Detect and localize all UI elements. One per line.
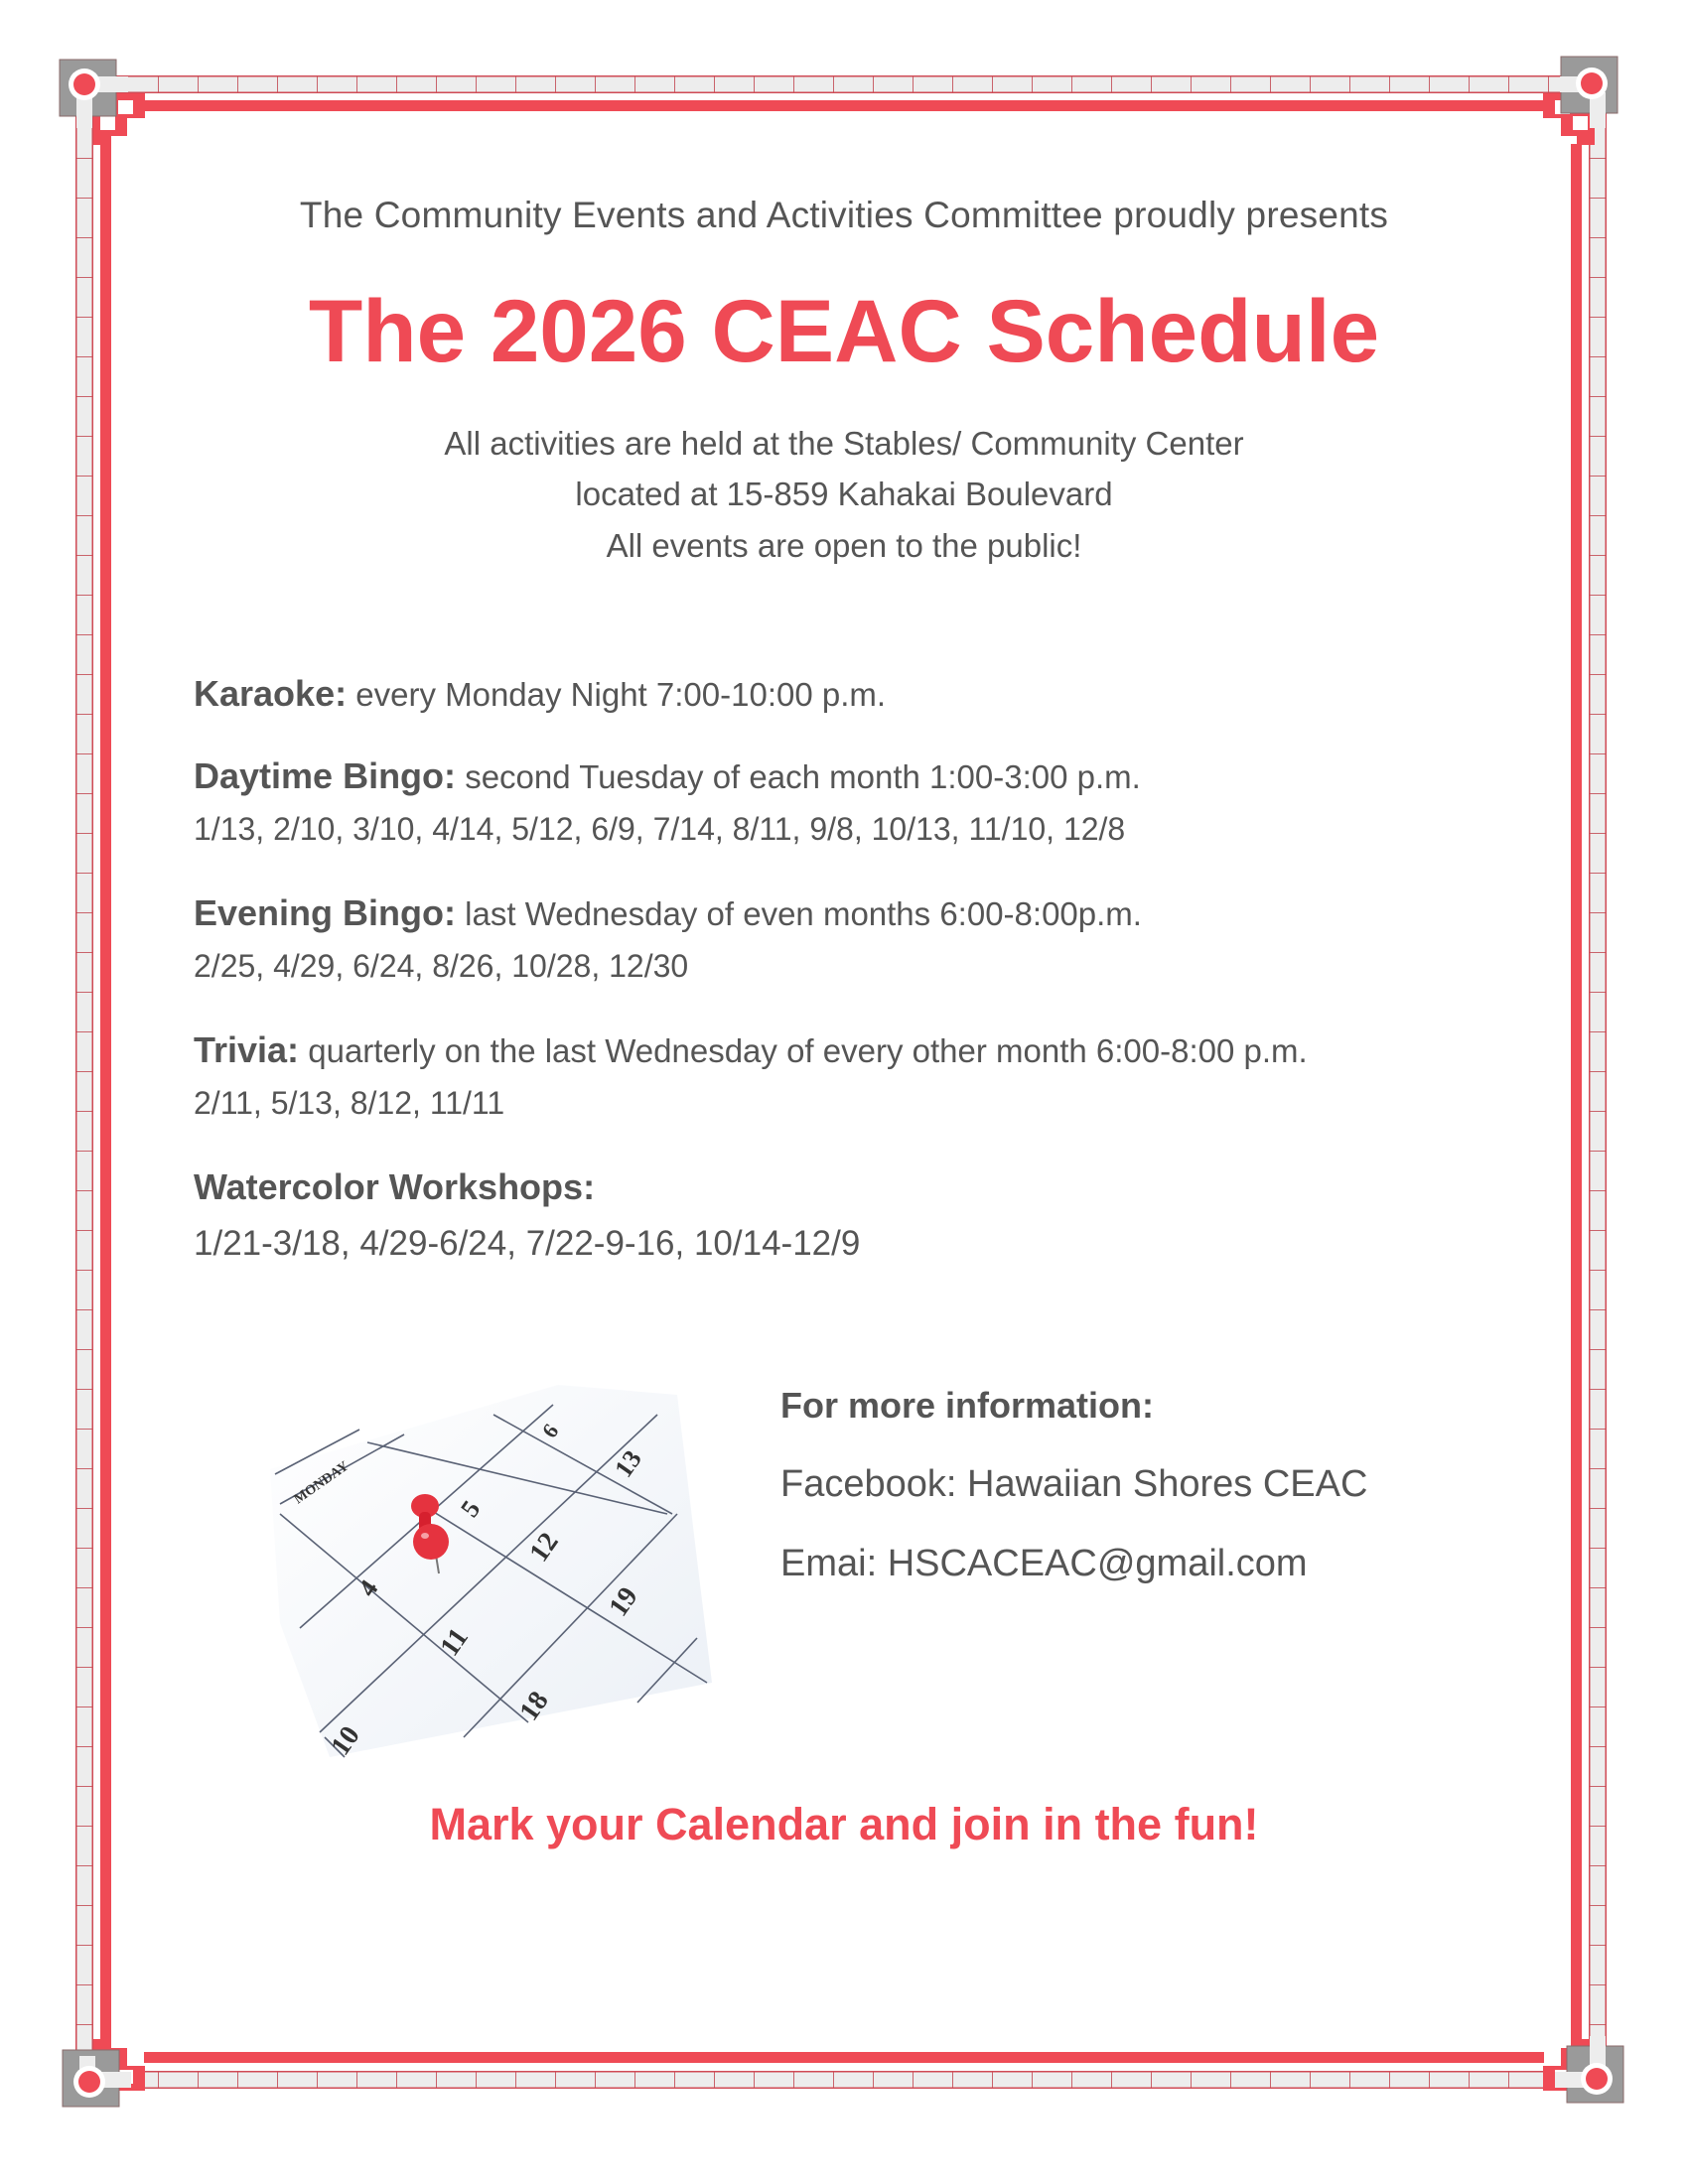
- schedule-watercolor: [194, 1166, 595, 1208]
- calendar-number: 11: [434, 1622, 475, 1663]
- schedule-label: Daytime Bingo:: [194, 755, 457, 796]
- location-line-3: All events are open to the public!: [606, 527, 1082, 564]
- corner-top-left: [60, 60, 145, 145]
- page-title: The 2026 CEAC Schedule: [308, 281, 1380, 380]
- schedule-description: last Wednesday of even months 6:00-8:00p.m.: [465, 895, 1142, 932]
- calendar-number: 19: [603, 1581, 644, 1623]
- contact-facebook[interactable]: Facebook: Hawaiian Shores CEAC: [780, 1463, 1368, 1505]
- calendar-number: 6: [536, 1419, 564, 1442]
- schedule-label: Watercolor Workshops:: [194, 1166, 596, 1207]
- schedule-description: second Tuesday of each month 1:00-3:00 p.m.: [465, 758, 1141, 795]
- calendar-day-label: MONDAY: [291, 1458, 352, 1508]
- calendar-pushpin-icon: [260, 1375, 717, 1772]
- schedule-label: Karaoke:: [194, 673, 348, 714]
- schedule-description: every Monday Night 7:00-10:00 p.m.: [355, 676, 887, 713]
- border-top: [99, 75, 1589, 111]
- intro-line: The Community Events and Activities Committee proudly presents: [299, 195, 1389, 235]
- schedule-dates-evening-bingo: 2/25, 4/29, 6/24, 8/26, 10/28, 12/30: [194, 948, 689, 984]
- schedule-label: Evening Bingo:: [194, 892, 456, 933]
- calendar-number: 5: [455, 1495, 487, 1523]
- schedule-dates-trivia: 2/11, 5/13, 8/12, 11/11: [194, 1085, 505, 1121]
- calendar-number: 13: [609, 1444, 647, 1483]
- schedule-daytime-bingo: [194, 755, 1141, 797]
- calendar-number: 18: [513, 1686, 555, 1727]
- schedule-karaoke: [194, 673, 886, 715]
- schedule-dates-daytime-bingo: 1/13, 2/10, 3/10, 4/14, 5/12, 6/9, 7/14, 8/11, 9/8, 10/13, 11/10, 12/8: [194, 811, 1126, 847]
- schedule-trivia: [194, 1029, 1308, 1071]
- location-line-1: All activities are held at the Stables/ Community Center: [444, 425, 1244, 462]
- schedule-description: quarterly on the last Wednesday of every other month 6:00-8:00 p.m.: [308, 1032, 1308, 1069]
- calendar-number: 10: [325, 1720, 366, 1762]
- schedule-label: Trivia:: [194, 1029, 300, 1070]
- contact-email[interactable]: Emai: HSCACEAC@gmail.com: [780, 1543, 1308, 1584]
- border-left: [75, 99, 111, 2085]
- border-bottom: [99, 2052, 1589, 2089]
- calendar-number: 12: [523, 1527, 565, 1569]
- border-right: [1571, 99, 1607, 2085]
- location-line-2: located at 15-859 Kahakai Boulevard: [575, 476, 1113, 512]
- corner-bottom-right: [1543, 2036, 1623, 2103]
- calendar-number: 4: [352, 1574, 384, 1602]
- schedule-evening-bingo: [194, 892, 1142, 934]
- closing-line: Mark your Calendar and join in the fun!: [429, 1799, 1259, 1849]
- corner-bottom-left: [63, 2039, 145, 2107]
- contact-heading: For more information:: [780, 1385, 1154, 1426]
- schedule-dates-watercolor: 1/21-3/18, 4/29-6/24, 7/22-9-16, 10/14-12/9: [194, 1224, 861, 1263]
